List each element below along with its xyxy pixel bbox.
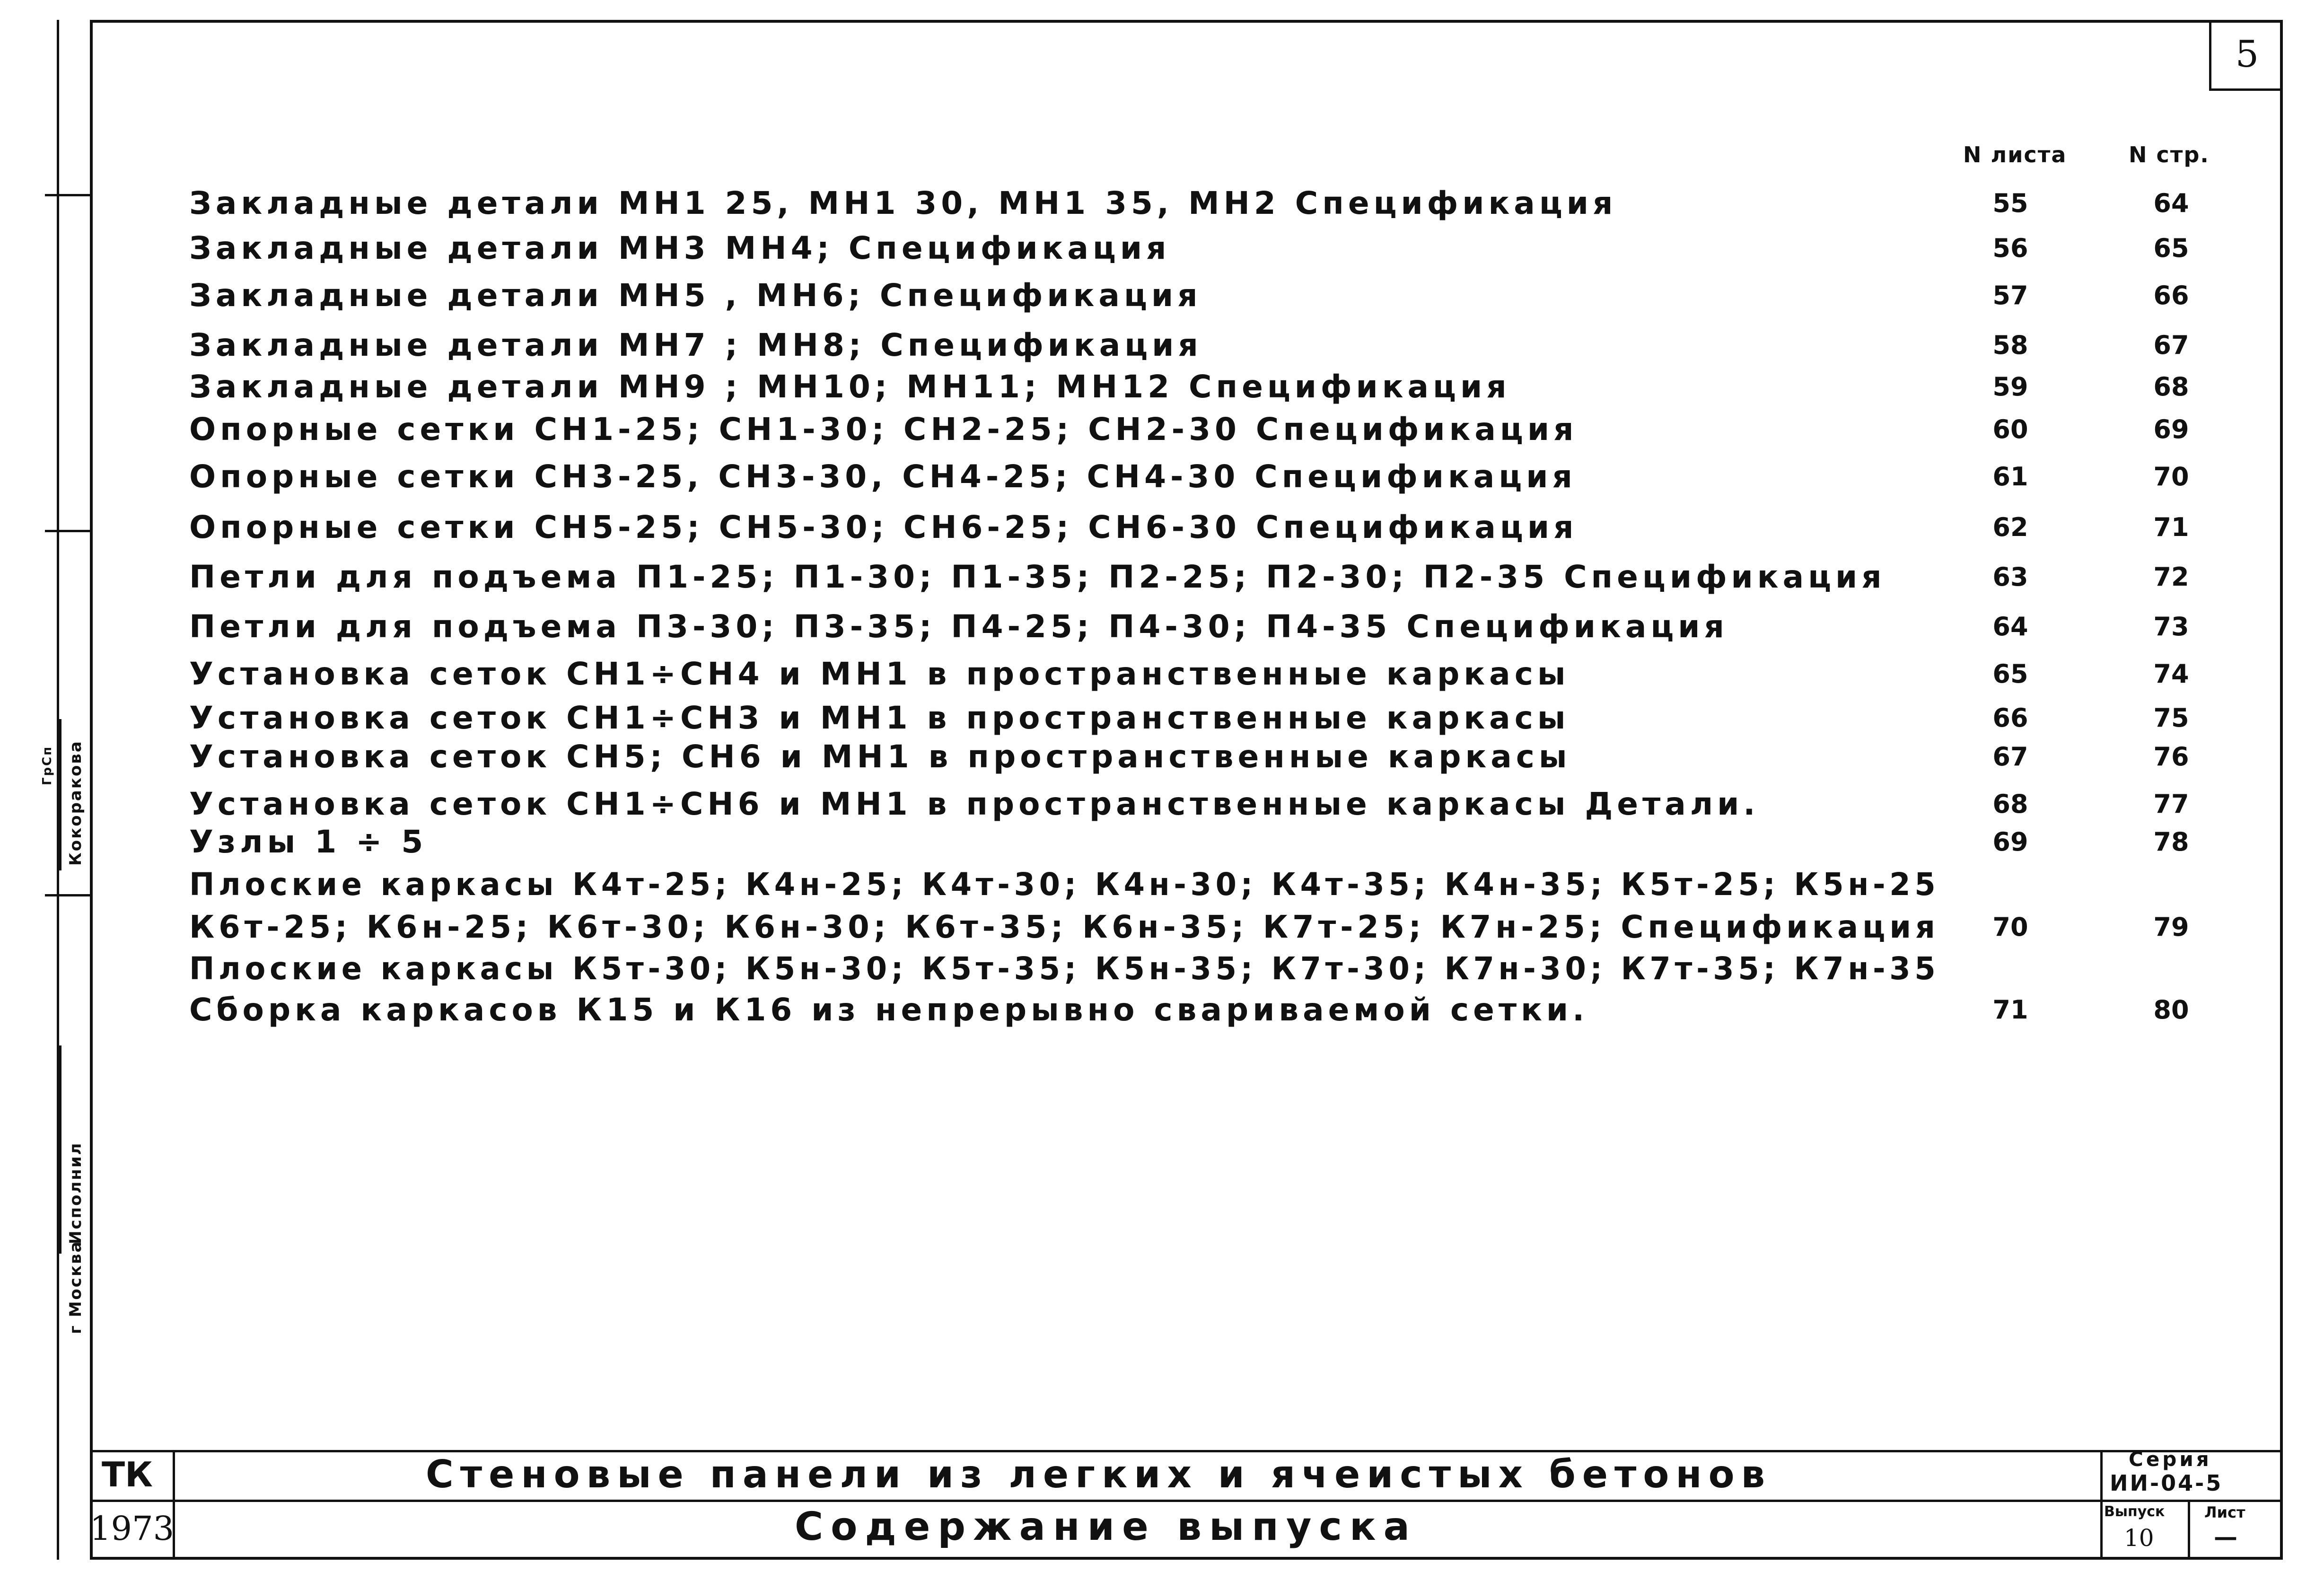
margin-checker-label: ГрСп xyxy=(40,745,54,785)
row-description: К6т-25; К6н-25; К6т-30; К6н-30; К6т-35; К6н-35; К7т-25; К7н-25; Спецификация xyxy=(189,909,1939,945)
row-page: 71 xyxy=(2153,512,2189,542)
margin-executor-label: Исполнил xyxy=(66,1142,85,1244)
issue-value: 10 xyxy=(2124,1524,2154,1552)
margin-box xyxy=(59,1045,61,1254)
list-item xyxy=(189,368,2210,406)
list-item xyxy=(189,277,2210,315)
row-description: Опорные сетки СН1-25; СН1-30; СН2-25; СН2-30 Спецификация xyxy=(189,411,1578,448)
row-sheet: 63 xyxy=(1992,562,2028,592)
row-sheet: 64 xyxy=(1992,612,2028,641)
row-page: 73 xyxy=(2153,612,2189,641)
margin-tick xyxy=(45,194,90,196)
list-item xyxy=(189,991,2210,1029)
row-sheet: 57 xyxy=(1992,281,2028,310)
row-page: 68 xyxy=(2153,372,2189,402)
row-page: 67 xyxy=(2153,330,2189,360)
header-sheet-number: N листа xyxy=(1963,142,2067,167)
row-sheet: 56 xyxy=(1992,233,2028,263)
margin-checker-name: Кокоракова xyxy=(66,740,85,866)
sheet-label: Лист xyxy=(2204,1503,2245,1521)
row-sheet: 60 xyxy=(1992,414,2028,444)
series-value: ИИ-04-5 xyxy=(2110,1470,2223,1496)
row-page: 79 xyxy=(2153,912,2189,942)
row-description: Петли для подъема П1-25; П1-30; П1-35; П2-25; П2-30; П2-35 Спецификация xyxy=(189,559,1886,595)
row-page: 77 xyxy=(2153,789,2189,819)
margin-tick xyxy=(45,894,90,896)
list-item xyxy=(189,458,2210,496)
row-sheet: 55 xyxy=(1992,188,2028,218)
row-description: Плоские каркасы К5т-30; К5н-30; К5т-35; К5н-35; К7т-30; К7н-30; К7т-35; К7н-35 xyxy=(189,950,1940,987)
margin-city: г Москва xyxy=(66,1240,85,1334)
row-description: Установка сеток СН5; СН6 и МН1 в пространственные каркасы xyxy=(189,738,1571,775)
issue-label: Выпуск xyxy=(2104,1503,2165,1520)
list-item xyxy=(189,866,2210,904)
row-description: Закладные детали МН1 25, МН1 30, МН1 35, МН2 Спецификация xyxy=(189,185,1617,221)
row-sheet: 58 xyxy=(1992,330,2028,360)
row-description: Закладные детали МН3 МН4; Спецификация xyxy=(189,230,1171,266)
row-sheet: 69 xyxy=(1992,827,2028,857)
row-sheet: 61 xyxy=(1992,462,2028,492)
list-item xyxy=(189,558,2210,596)
row-description: Опорные сетки СН5-25; СН5-30; СН6-25; СН6-30 Спецификация xyxy=(189,509,1578,545)
row-page: 80 xyxy=(2153,995,2189,1025)
row-page: 66 xyxy=(2153,281,2189,310)
series-label: Серия xyxy=(2129,1448,2212,1471)
list-item xyxy=(189,509,2210,546)
row-page: 75 xyxy=(2153,703,2189,733)
row-description: Сборка каркасов К15 и К16 из непрерывно свариваемой сетки. xyxy=(189,992,1589,1028)
list-item xyxy=(189,411,2210,448)
row-page: 74 xyxy=(2153,659,2189,689)
row-description: Установка сеток СН1÷СН6 и МН1 в пространственные каркасы Детали. xyxy=(189,786,1760,822)
page-number: 5 xyxy=(2209,20,2283,91)
row-description: Закладные детали МН5 , МН6; Спецификация xyxy=(189,277,1202,314)
row-description: Закладные детали МН9 ; МН10; МН11; МН12 Спецификация xyxy=(189,369,1511,405)
list-item xyxy=(189,655,2210,693)
row-sheet: 66 xyxy=(1992,703,2028,733)
row-page: 69 xyxy=(2153,414,2189,444)
row-page: 76 xyxy=(2153,742,2189,772)
sheet-value: — xyxy=(2214,1523,2237,1551)
list-item xyxy=(189,908,2210,946)
header-page-number: N стр. xyxy=(2129,142,2210,167)
row-description: Установка сеток СН1÷СН3 и МН1 в пространственные каркасы xyxy=(189,700,1570,736)
margin-tick xyxy=(45,530,90,532)
title-block-divider xyxy=(2100,1450,2103,1560)
row-sheet: 62 xyxy=(1992,512,2028,542)
row-page: 70 xyxy=(2153,462,2189,492)
title-block-divider xyxy=(2188,1500,2190,1560)
list-item xyxy=(189,608,2210,646)
row-page: 72 xyxy=(2153,562,2189,592)
document-title: Стеновые панели из легких и ячеистых бетонов xyxy=(426,1452,1772,1496)
list-item xyxy=(189,229,2210,267)
row-description: Плоские каркасы К4т-25; К4н-25; К4т-30; К4н-30; К4т-35; К4н-35; К5т-25; К5н-25 xyxy=(189,866,1940,903)
document-subtitle: Содержание выпуска xyxy=(795,1504,1418,1549)
row-description: Петли для подъема П3-30; П3-35; П4-25; П4-30; П4-35 Спецификация xyxy=(189,608,1728,645)
list-item xyxy=(189,785,2210,823)
org-code: ТК xyxy=(102,1455,153,1494)
row-page: 64 xyxy=(2153,188,2189,218)
row-page: 78 xyxy=(2153,827,2189,857)
row-sheet: 68 xyxy=(1992,789,2028,819)
row-sheet: 67 xyxy=(1992,742,2028,772)
title-block-mid xyxy=(90,1500,2283,1502)
row-sheet: 59 xyxy=(1992,372,2028,402)
row-sheet: 71 xyxy=(1992,995,2028,1025)
list-item xyxy=(189,738,2210,776)
list-item xyxy=(189,823,2210,861)
row-sheet: 70 xyxy=(1992,912,2028,942)
row-description: Установка сеток СН1÷СН4 и МН1 в пространственные каркасы xyxy=(189,656,1570,692)
row-description: Закладные детали МН7 ; МН8; Спецификация xyxy=(189,327,1202,363)
row-sheet: 65 xyxy=(1992,659,2028,689)
row-description: Опорные сетки СН3-25, СН3-30, СН4-25; СН4-30 Спецификация xyxy=(189,458,1577,495)
margin-box xyxy=(59,719,61,870)
year: 1973 xyxy=(90,1509,175,1548)
list-item xyxy=(189,699,2210,737)
list-item xyxy=(189,326,2210,364)
row-page: 65 xyxy=(2153,233,2189,263)
row-description: Узлы 1 ÷ 5 xyxy=(189,824,428,860)
list-item xyxy=(189,950,2210,988)
list-item xyxy=(189,184,2210,222)
